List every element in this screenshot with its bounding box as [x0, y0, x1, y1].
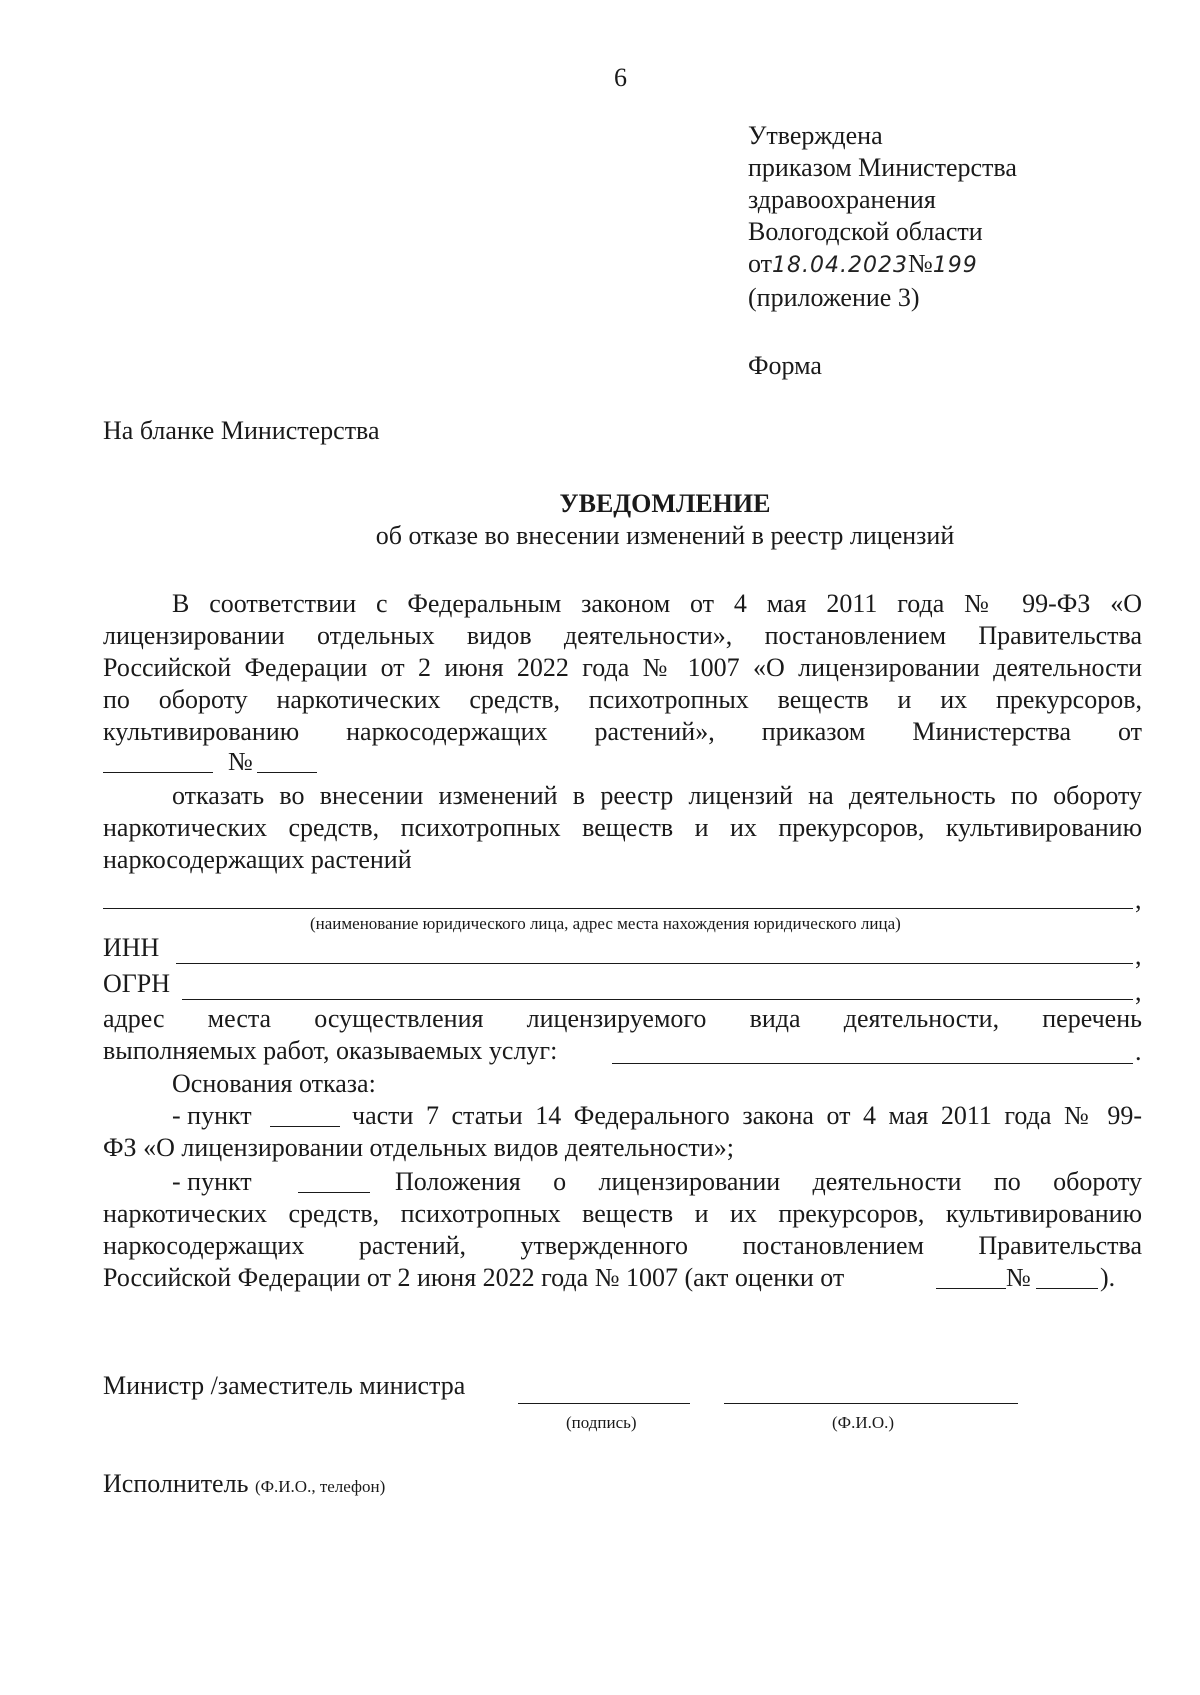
- address-line-2: выполняемых работ, оказываемых услуг:: [103, 1036, 558, 1065]
- address-line-1: адрес места осуществления лицензируемого вида деятельности, перечень: [103, 1004, 1142, 1033]
- entity-comma: ,: [1135, 885, 1142, 914]
- signatory-label: Министр /заместитель министра: [103, 1371, 466, 1400]
- ground-2-line-1: Положения о лицензировании деятельности по обороту: [395, 1167, 1142, 1196]
- p1-line-2: лицензировании отдельных видов деятельности», постановлением Правительства: [103, 621, 1142, 650]
- handwritten-number: 199: [932, 253, 978, 278]
- order-number-sign: №: [228, 747, 253, 776]
- ground-2-line-3: наркосодержащих растений, утвержденного постановлением Правительства: [103, 1231, 1142, 1260]
- ground-1-line-2: ФЗ «О лицензировании отдельных видов деятельности»;: [103, 1133, 734, 1162]
- ogrn-comma: ,: [1135, 977, 1142, 1006]
- executor-caption: (Ф.И.О., телефон): [254, 1477, 386, 1496]
- p1-line-3: Российской Федерации от 2 июня 2022 года № 1007 «О лицензировании деятельности: [103, 653, 1142, 682]
- order-number-blank: [257, 772, 317, 773]
- page-number: 6: [614, 63, 627, 92]
- entity-caption: (наименование юридического лица, адрес места нахождения юридического лица): [310, 914, 901, 933]
- approval-date-line: [748, 248, 1017, 282]
- name-caption: (Ф.И.О.): [832, 1413, 895, 1432]
- name-blank: [724, 1403, 1018, 1404]
- act-number-blank: [1036, 1288, 1098, 1289]
- signature-blank: [518, 1403, 690, 1404]
- approval-line-1: Утверждена: [748, 121, 883, 150]
- handwritten-date: 18.04.2023: [772, 253, 908, 278]
- p2-line-2: наркотических средств, психотропных веществ и их прекурсоров, культивированию: [103, 813, 1142, 842]
- address-period: .: [1135, 1037, 1142, 1066]
- ground-1-line-1: части 7 статьи 14 Федерального закона от 4 мая 2011 года № 99-: [352, 1101, 1142, 1130]
- signature-caption: (подпись): [566, 1413, 637, 1432]
- letterhead-note: На бланке Министерства: [103, 416, 380, 445]
- approval-line-4: Вологодской области: [748, 217, 983, 246]
- ground-1-prefix: - пункт: [172, 1101, 252, 1130]
- ground-2-blank: [298, 1192, 370, 1193]
- inn-comma: ,: [1135, 941, 1142, 970]
- p2-line-1: отказать во внесении изменений в реестр лицензий на деятельность по обороту: [172, 781, 1142, 810]
- ogrn-label: ОГРН: [103, 969, 171, 998]
- executor-label: Исполнитель: [103, 1469, 249, 1498]
- executor-line: [103, 1468, 385, 1500]
- ground-2-prefix: - пункт: [172, 1167, 252, 1196]
- p1-line-5: культивированию наркосодержащих растений», приказом Министерства от: [103, 717, 1142, 746]
- p1-line-4: по обороту наркотических средств, психотропных веществ и их прекурсоров,: [103, 685, 1142, 714]
- inn-label: ИНН: [103, 933, 160, 962]
- p1-line-1: В соответствии с Федеральным законом от 4 мая 2011 года № 99-ФЗ «О: [172, 589, 1142, 618]
- grounds-heading: Основания отказа:: [172, 1069, 376, 1098]
- ground-1-blank: [270, 1126, 340, 1127]
- appendix-label: (приложение 3): [748, 283, 920, 312]
- from-prefix: от: [748, 249, 773, 278]
- ground-2-line-2: наркотических средств, психотропных веществ и их прекурсоров, культивированию: [103, 1199, 1142, 1228]
- p2-line-3: наркосодержащих растений: [103, 845, 412, 874]
- approval-line-3: здравоохранения: [748, 185, 936, 214]
- entity-blank: [103, 908, 1133, 909]
- address-blank: [612, 1063, 1133, 1064]
- act-date-blank: [936, 1288, 1006, 1289]
- approval-line-2: приказом Министерства: [748, 153, 1017, 182]
- order-date-blank: [103, 772, 213, 773]
- act-number-sign: №: [1006, 1263, 1031, 1292]
- act-close: ).: [1100, 1263, 1116, 1292]
- form-label: Форма: [748, 351, 822, 380]
- ogrn-blank: [182, 999, 1133, 1000]
- approval-block: [748, 120, 1017, 314]
- document-title: УВЕДОМЛЕНИЕ: [559, 489, 771, 518]
- inn-blank: [176, 963, 1133, 964]
- document-subtitle: об отказе во внесении изменений в реестр лицензий: [375, 521, 955, 550]
- ground-2-line-4: Российской Федерации от 2 июня 2022 года № 1007 (акт оценки от: [103, 1263, 845, 1292]
- number-prefix: №: [908, 249, 933, 278]
